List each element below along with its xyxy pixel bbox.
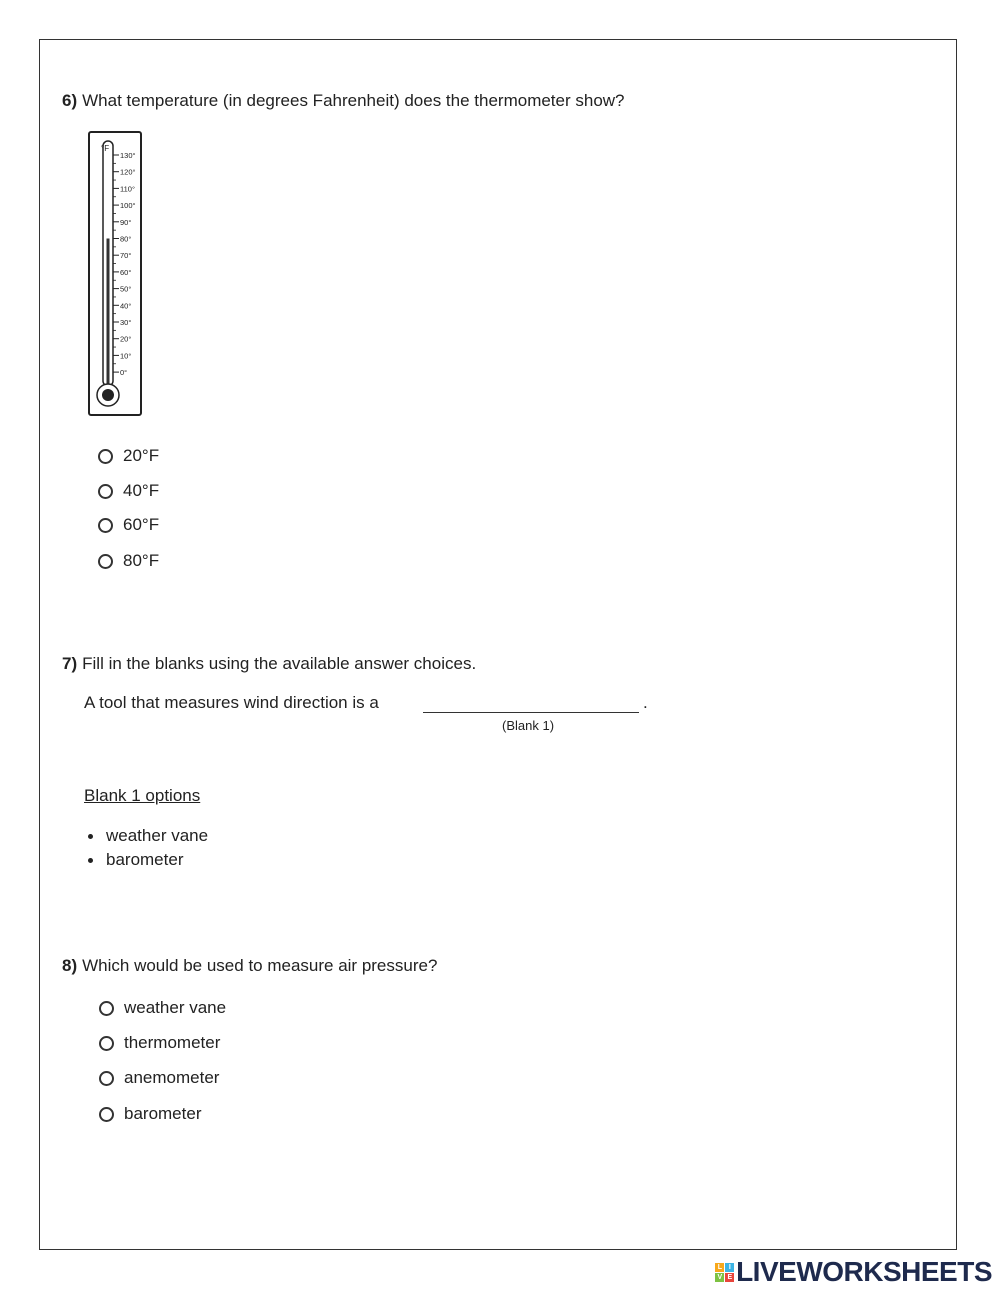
option-label: 60°F	[123, 515, 160, 534]
logo-icon: L I V E	[715, 1263, 734, 1282]
question-8-number: 8)	[62, 956, 78, 975]
radio-button[interactable]	[98, 554, 113, 569]
q6-option-3[interactable]	[98, 515, 159, 535]
scale-label: 60°	[120, 267, 132, 277]
radio-button[interactable]	[98, 449, 113, 464]
radio-button[interactable]	[99, 1036, 114, 1051]
blank-option-text: weather vane	[106, 826, 209, 845]
question-8-text: Which would be used to measure air pressure?	[82, 956, 438, 975]
scale-label: 110°	[120, 184, 135, 194]
question-7-text: Fill in the blanks using the available answer choices.	[82, 654, 477, 673]
question-7-title	[62, 654, 476, 674]
sentence-start: A tool that measures wind direction is a	[84, 693, 379, 712]
scale-label: 10°	[120, 351, 132, 361]
scale-label: 80°	[120, 234, 132, 244]
option-label: thermometer	[124, 1033, 221, 1052]
radio-button[interactable]	[98, 484, 113, 499]
list-item	[84, 824, 208, 848]
radio-button[interactable]	[98, 518, 113, 533]
scale-label: 90°	[120, 217, 132, 227]
q6-option-4[interactable]	[98, 551, 159, 571]
question-6-title	[62, 91, 625, 111]
radio-button[interactable]	[99, 1107, 114, 1122]
scale-label: 130°	[120, 151, 136, 160]
q8-option-4[interactable]	[99, 1104, 201, 1124]
thermometer-unit: °F	[101, 144, 110, 153]
q6-option-2[interactable]	[98, 481, 159, 501]
question-6-number: 6)	[62, 91, 78, 110]
radio-button[interactable]	[99, 1071, 114, 1086]
brand-text: LIVEWORKSHEETS	[736, 1256, 992, 1287]
option-label: anemometer	[124, 1068, 220, 1087]
bullet-icon	[88, 834, 93, 839]
thermometer-bulb-fill	[102, 389, 114, 401]
thermometer-drawing	[90, 133, 144, 418]
question-6-text: What temperature (in degrees Fahrenheit) does the thermometer show?	[82, 91, 625, 110]
question-8-title	[62, 956, 437, 976]
option-label: 20°F	[123, 446, 160, 465]
thermometer-scale	[113, 151, 136, 377]
scale-label: 70°	[120, 251, 132, 261]
scale-label: 120°	[120, 167, 136, 177]
q6-option-1[interactable]	[98, 446, 159, 466]
blank-option-text: barometer	[106, 850, 184, 869]
scale-label: 50°	[120, 284, 132, 294]
blank-1-input[interactable]	[423, 712, 639, 713]
scale-label: 30°	[120, 318, 132, 327]
q8-option-1[interactable]	[99, 998, 226, 1018]
thermometer-mercury	[107, 239, 110, 389]
list-item	[84, 848, 208, 872]
scale-label: 100°	[120, 201, 136, 211]
scale-label: 20°	[120, 334, 132, 344]
liveworksheets-logo	[715, 1256, 992, 1288]
option-label: barometer	[124, 1104, 202, 1123]
question-7-number: 7)	[62, 654, 78, 673]
scale-label: 0°	[120, 368, 128, 378]
blank-options-list	[84, 824, 208, 872]
blank-1-label: (Blank 1)	[502, 718, 555, 733]
thermometer-image	[88, 131, 142, 416]
option-label: 80°F	[123, 551, 160, 570]
blank-options-heading: Blank 1 options	[84, 786, 201, 805]
option-label: 40°F	[123, 481, 160, 500]
blank-sentence	[84, 693, 379, 713]
q8-option-3[interactable]	[99, 1068, 219, 1088]
radio-button[interactable]	[99, 1001, 114, 1016]
sentence-end: .	[643, 693, 648, 712]
bullet-icon	[88, 858, 93, 863]
option-label: weather vane	[124, 998, 227, 1017]
scale-label: 40°	[120, 301, 132, 311]
q8-option-2[interactable]	[99, 1033, 220, 1053]
